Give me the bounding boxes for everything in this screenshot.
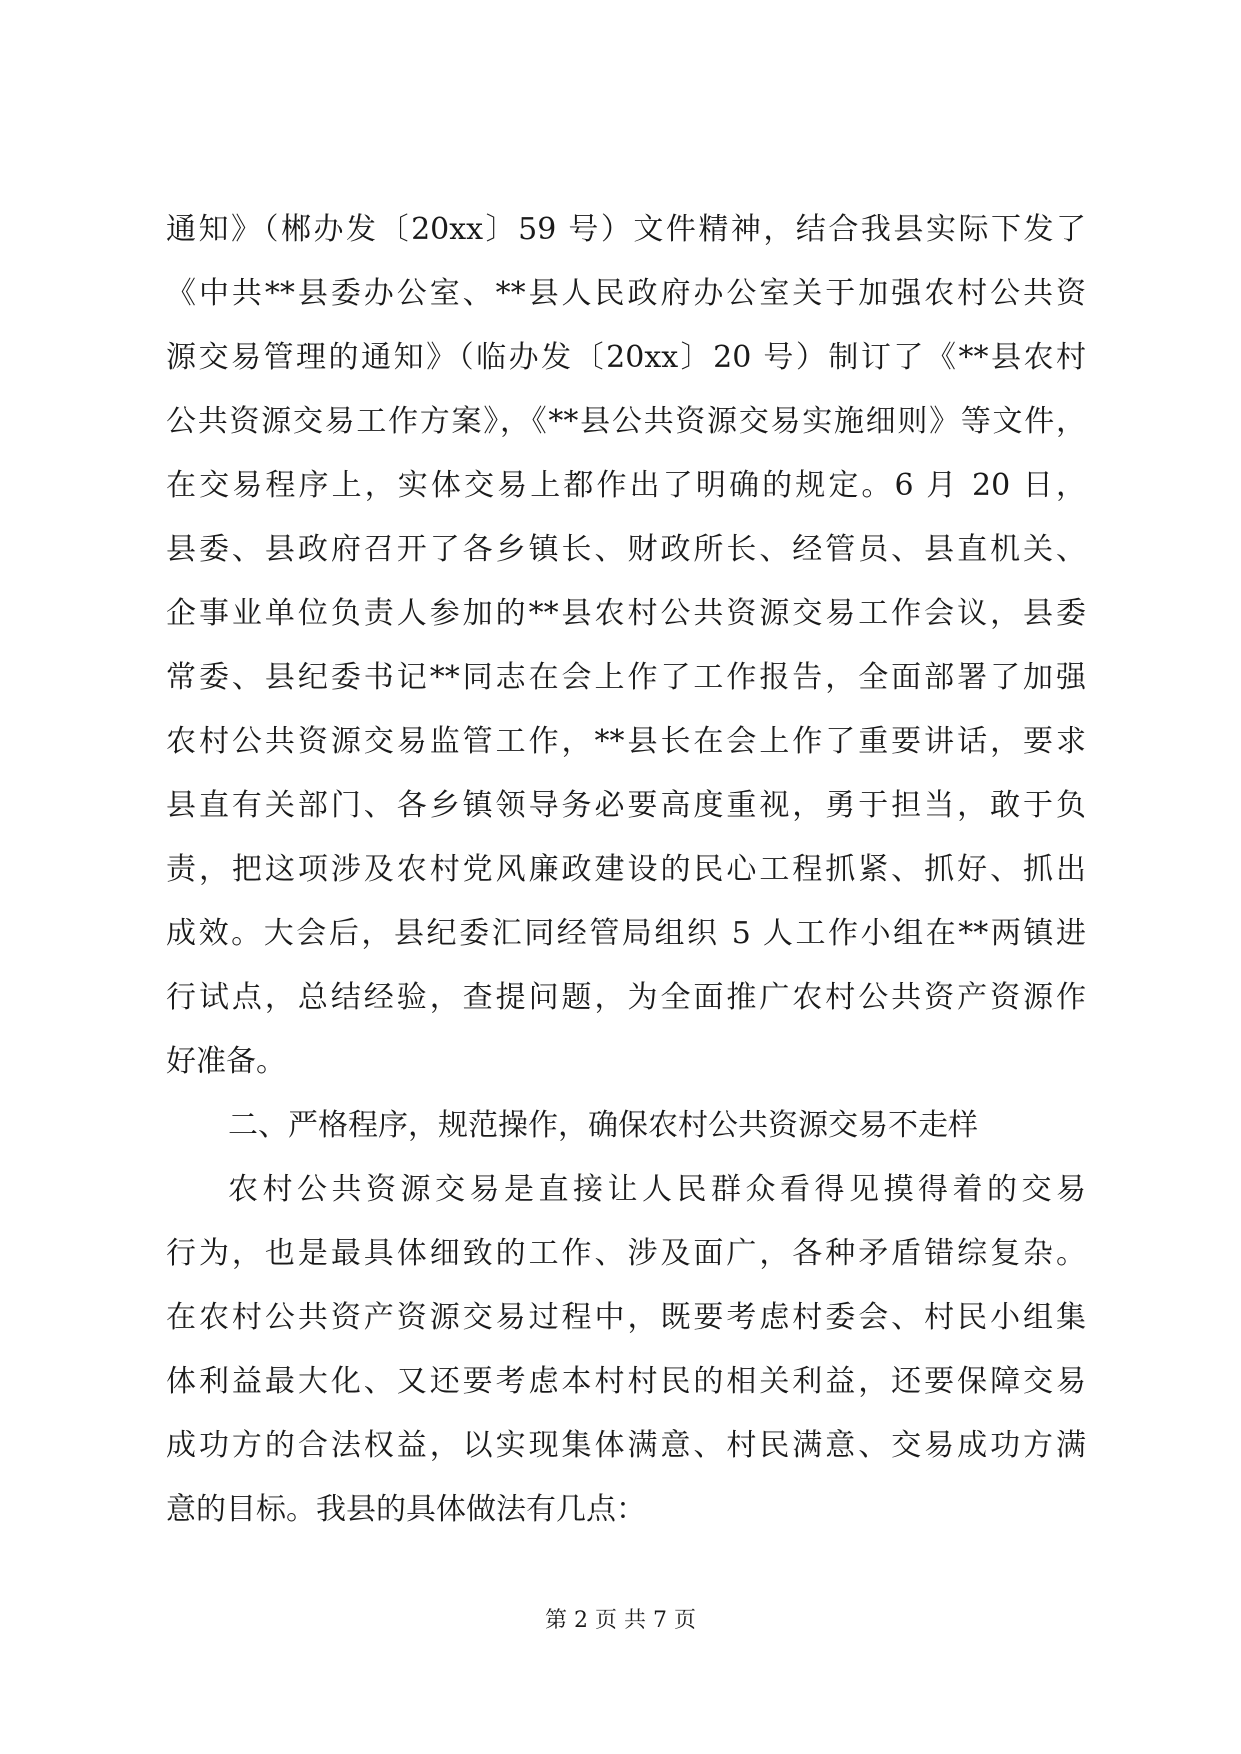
text-line: 县直有关部门、各乡镇领导务必要高度重视，勇于担当，敢于负 [166,788,1086,823]
text-line: 在交易程序上，实体交易上都作出了明确的规定。6 月 20 日， [166,468,1086,503]
text-line: 成效。大会后，县纪委汇同经管局组织 5 人工作小组在**两镇进 [166,916,1086,951]
page-footer: 第 2 页 共 7 页 [545,1608,696,1633]
text-line: 意的目标。我县的具体做法有几点： [166,1492,646,1527]
text-line: 好准备。 [166,1044,286,1079]
text-line: 常委、县纪委书记**同志在会上作了工作报告，全面部署了加强 [166,660,1086,695]
text-line: 责，把这项涉及农村党风廉政建设的民心工程抓紧、抓好、抓出 [166,852,1086,887]
text-line: 农村公共资源交易是直接让人民群众看得见摸得着的交易 [228,1172,1086,1207]
text-line: 农村公共资源交易监管工作，**县长在会上作了重要讲话，要求 [166,724,1086,759]
text-line: 成功方的合法权益，以实现集体满意、村民满意、交易成功方满 [166,1428,1086,1463]
text-line: 通知》（郴办发〔20xx〕59 号）文件精神，结合我县实际下发了 [166,212,1086,247]
text-line: 《中共**县委办公室、**县人民政府办公室关于加强农村公共资 [166,276,1086,311]
text-line: 公共资源交易工作方案》，《**县公共资源交易实施细则》等文件， [166,404,1086,439]
text-line: 行试点，总结经验，查提问题，为全面推广农村公共资产资源作 [166,980,1086,1015]
paragraph-2 [166,1158,1086,1542]
text-line: 源交易管理的通知》（临办发〔20xx〕20 号）制订了《**县农村 [166,340,1086,375]
section-heading: 二、严格程序，规范操作，确保农村公共资源交易不走样 [228,1108,978,1143]
text-line: 县委、县政府召开了各乡镇长、财政所长、经管员、县直机关、 [166,532,1086,567]
document-body [166,198,1086,1542]
paragraph-1 [166,198,1086,1094]
text-line: 企事业单位负责人参加的**县农村公共资源交易工作会议，县委 [166,596,1086,631]
text-line: 体利益最大化、又还要考虑本村村民的相关利益，还要保障交易 [166,1364,1086,1399]
text-line: 在农村公共资产资源交易过程中，既要考虑村委会、村民小组集 [166,1300,1086,1335]
text-line: 行为，也是最具体细致的工作、涉及面广，各种矛盾错综复杂。 [166,1236,1086,1271]
